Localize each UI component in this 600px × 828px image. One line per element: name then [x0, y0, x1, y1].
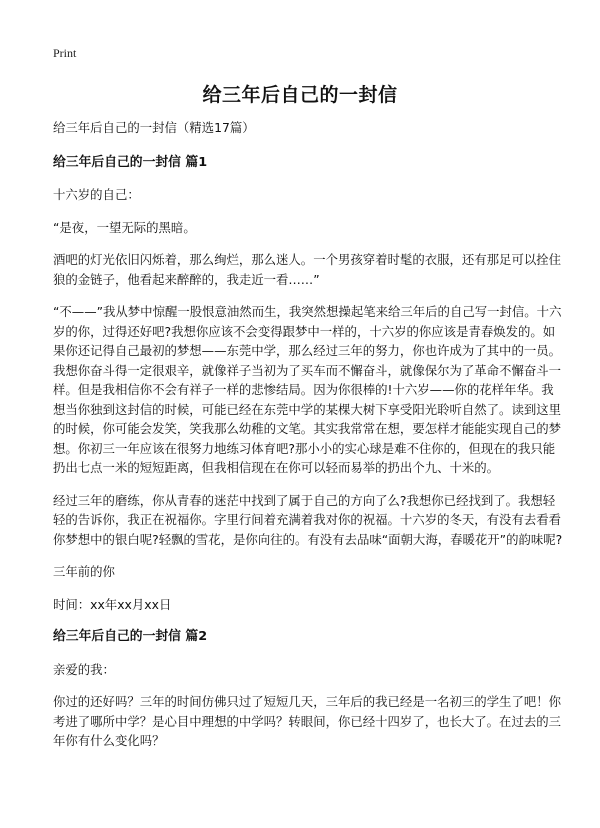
section-1-paragraph: “是夜，一望无际的黑暗。	[53, 219, 196, 235]
document-body	[53, 118, 563, 764]
section-1-paragraph: 酒吧的灯光依旧闪烁着，那么绚烂，那么迷人。一个男孩穿着时髦的衣服，还有那足可以拴住狼的金链子，他看起来醉醉的，我走近一看……”	[53, 252, 562, 287]
section-2-greeting: 亲爱的我：	[53, 661, 115, 677]
document-subtitle: 给三年后自己的一封信（精选17篇）	[53, 120, 255, 135]
section-2-paragraph: 你过的还好吗？三年的时间仿佛只过了短短几天，三年后的我已经是一名初三的学生了吧！你考进了哪所中学？是心目中理想的中学吗？转眼间，你已经十四岁了，也长大了。在过去的三年你有什么变化吗？	[53, 694, 562, 748]
section-1-closing: 三年前的你	[53, 564, 115, 579]
section-1-greeting: 十六岁的自己：	[53, 187, 140, 202]
section-1-date: 时间：xx年xx月xx日	[53, 596, 172, 612]
section-2-heading: 给三年后自己的一封信 篇2	[53, 629, 208, 644]
section-1-paragraph: “不——”我从梦中惊醒一股恨意油然而生，我突然想操起笔来给三年后的自己写一封信。十六岁的你，过得还好吧?我想你应该不会变得跟梦中一样的，十六岁的你应该是青春焕发的。如果你还记得自己最初的梦想——东莞中学，那么经过三年的努力，你也许成为了其中的一员。我想你奋斗得一定很艰辛，就像祥子当初为了买车而不懈奋斗，就像保尔为了革命不懈奋斗一样。但是我相信你不会有祥子一样的悲惨结局。因为你很棒的!十六岁——你的花样年华。我想当你独到这封信的时候，可能已经在东莞中学的某棵大树下享受阳光聆听自然了。读到这里的时候，你可能会发笑，笑我那么幼稚的文笔。其实我常常在想，要怎样才能能实现自己的梦想。你初三一年应该在很努力地练习体育吧?那小小的实心球是难不住你的，但现在的我只能扔出七点一米的短短距离，但我相信现在在你可以轻而易举的扔出个九、十米的。	[53, 304, 562, 475]
print-link[interactable]: Print	[53, 46, 77, 60]
section-1-paragraph: 经过三年的磨练，你从青春的迷茫中找到了属于自己的方向了么?我想你已经找到了。我想轻轻的告诉你，我正在祝福你。字里行间着充满着我对你的祝福。十六岁的冬天，有没有去看看你梦想中的银白呢?轻飘的雪花，是你向往的。有没有去品味“面朝大海，春暖花开”的韵味呢?	[53, 492, 563, 547]
section-1-heading: 给三年后自己的一封信 篇1	[53, 154, 208, 170]
document-title: 给三年后自己的一封信	[202, 84, 398, 106]
